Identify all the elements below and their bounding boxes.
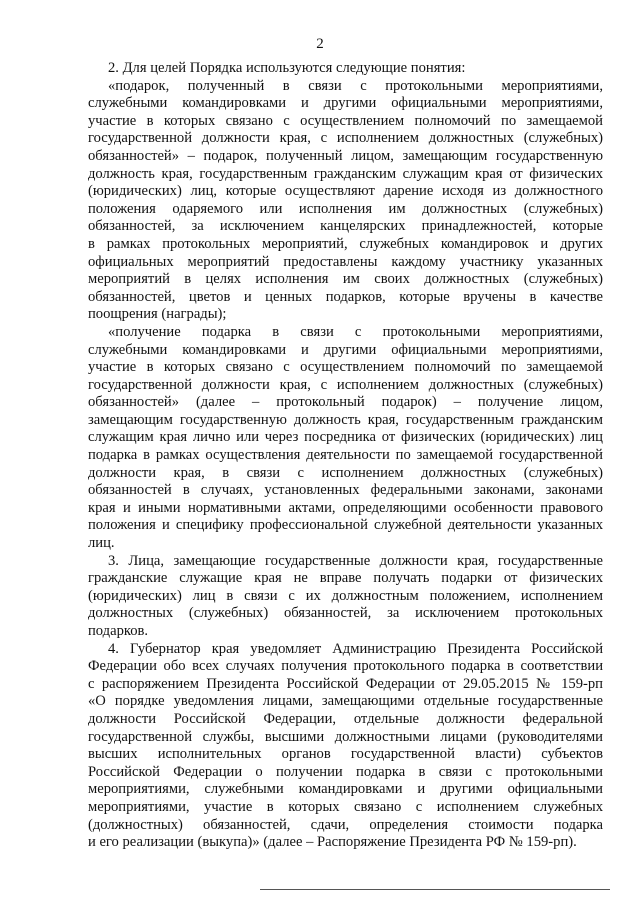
text-line: «О порядке уведомления лицами, замещающими отдельные государственные bbox=[88, 693, 603, 710]
text-line: обязанностей, за исключением канцелярских принадлежностей, которые bbox=[88, 218, 603, 235]
text-line: служебными командировками и другими официальными мероприятиями, bbox=[88, 341, 603, 358]
text-line: замещающим государственную должность края, государственным гражданским bbox=[88, 411, 603, 428]
text-line: положения одаряемого или исполнения им должностных (служебных) bbox=[88, 200, 603, 217]
text-line: Российской Федерации о получении подарка в связи с протокольными bbox=[88, 763, 603, 780]
text-line: высших исполнительных органов государственной власти) субъектов bbox=[88, 746, 603, 763]
text-line: и его реализации (выкупа)» (далее – Распоряжение Президента РФ № 159-рп). bbox=[88, 834, 577, 851]
text-line: подарка в рамках осуществления деятельности по замещаемой государственной bbox=[88, 447, 603, 464]
text-line: Федерации обо всех случаях получения протокольного подарка в соответствии bbox=[88, 658, 603, 675]
text-line: 2. Для целей Порядка используются следующие понятия: bbox=[108, 60, 466, 76]
text-line: служебными командировками и другими официальными мероприятиями, bbox=[88, 95, 603, 112]
text-line: государственной службы, высшими должностными лицами (руководителями bbox=[88, 728, 603, 745]
paragraph-2 bbox=[88, 60, 603, 78]
gift-definition-paragraph bbox=[88, 78, 603, 324]
text-line: мероприятий в целях исполнения им своих должностных (служебных) bbox=[88, 271, 603, 288]
paragraph-3 bbox=[88, 553, 603, 641]
text-line: с распоряжением Президента Российской Федерации от 29.05.2015 № 159-рп bbox=[88, 675, 603, 692]
text-line: мероприятиями, служебными командировками и другими официальными bbox=[88, 781, 603, 798]
paragraph-4 bbox=[88, 641, 603, 852]
text-line: участие в которых связано с осуществлением полномочий по замещаемой bbox=[88, 112, 603, 129]
gift-receipt-definition-paragraph bbox=[88, 324, 603, 553]
text-line: служащим края лично или через посредника от физических (юридических) лиц bbox=[88, 429, 603, 446]
text-line: поощрения (награды); bbox=[88, 306, 227, 323]
text-line: должность края, государственным гражданским служащим края от физических bbox=[88, 165, 603, 182]
text-line: официальных мероприятий предоставлены каждому участнику указанных bbox=[88, 253, 603, 270]
text-line: 4. Губернатор края уведомляет Администрацию Президента Российской bbox=[108, 640, 603, 657]
text-line: участие в которых связано с осуществлением полномочий по замещаемой bbox=[88, 359, 603, 376]
text-line: обязанностей, цветов и ценных подарков, которые вручены в качестве bbox=[88, 288, 603, 305]
text-line: (юридических) лиц в связи с их должностным положением, исполнением bbox=[88, 587, 603, 604]
text-line: обязанностей в случаях, установленных федеральными законами, законами bbox=[88, 482, 603, 499]
text-line: обязанностей» (далее – протокольный подарок) – получение лицом, bbox=[88, 394, 603, 411]
text-line: края и иными нормативными актами, определяющими особенности правового bbox=[88, 499, 603, 516]
document-body bbox=[88, 60, 603, 852]
text-line: государственной должности края, с исполнением должностных (служебных) bbox=[88, 376, 603, 393]
text-line: должностных (служебных) обязанностей, за исключением протокольных bbox=[88, 605, 603, 622]
text-line: подарков. bbox=[88, 623, 149, 639]
text-line: (юридических) лиц, которые осуществляют дарение исходя из должностного bbox=[88, 183, 603, 200]
text-line: должности Российской Федерации, отдельные должности федеральной bbox=[88, 710, 603, 727]
text-line: государственной должности края, с исполнением должностных (служебных) bbox=[88, 130, 603, 147]
text-line: «получение подарка в связи с протокольными мероприятиями, bbox=[108, 323, 603, 340]
text-line: в рамках протокольных мероприятий, служебных командировок и других bbox=[88, 235, 603, 252]
page-number: 2 bbox=[316, 36, 324, 52]
text-line: обязанностей» – подарок, полученный лицом, замещающим государственную bbox=[88, 147, 603, 164]
footer-rule bbox=[260, 889, 610, 890]
text-line: лиц. bbox=[88, 535, 115, 552]
text-line: «подарок, полученный в связи с протокольными мероприятиями, bbox=[108, 77, 603, 94]
text-line: 3. Лица, замещающие государственные должности края, государственные bbox=[108, 552, 603, 569]
text-line: мероприятиями, участие в которых связано с исполнением служебных bbox=[88, 798, 603, 815]
text-line: (должностных) обязанностей, сдачи, определения стоимости подарка bbox=[88, 816, 603, 833]
text-line: должности края, в связи с исполнением должностных (служебных) bbox=[88, 464, 603, 481]
text-line: гражданские служащие края не вправе получать подарки от физических bbox=[88, 570, 603, 587]
text-line: положения и специфику профессиональной служебной деятельности указанных bbox=[88, 517, 603, 534]
